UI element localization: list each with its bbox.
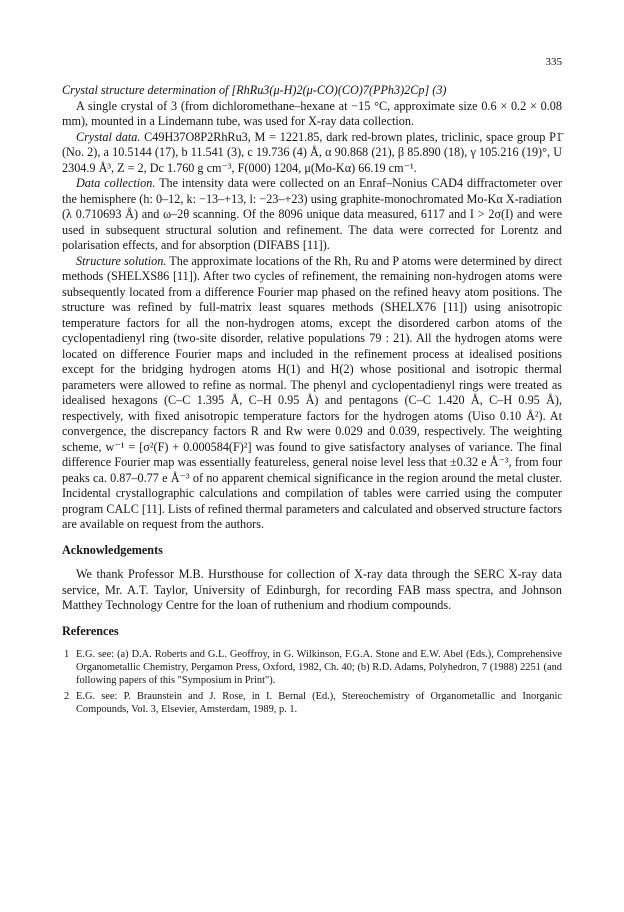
crystal-data-text: C49H37O8P2RhRu3, M = 1221.85, dark red-brown plates, triclinic, space group P1̄ (No. 2), a 10.5144 (17), b 11.541 (3), c 19.736 (4) Å, α 90.868 (21), β 85.890 (18), γ 105.216 (19)°, U 2304.9 Å³, Z = 2, Dc 1.760 g cm⁻³, F(000) 1204, μ(Mo-Kα) 66.19 cm⁻¹. xyxy=(62,129,562,175)
runin-data-collection: Data collection. xyxy=(76,176,156,190)
reference-text: E.G. see: P. Braunstein and J. Rose, in I. Bernal (Ed.), Stereochemistry of Organometallic and Inorganic Compounds, Vol. 3, Elsevier, Amsterdam, 1989, p. 1. xyxy=(76,691,562,715)
paragraph-structure-solution xyxy=(62,254,562,533)
page-number: 335 xyxy=(545,56,562,68)
paragraph-crystal-data xyxy=(62,130,562,177)
paragraph-acknowledgements: We thank Professor M.B. Hursthouse for collection of X-ray data through the SERC X-ray data service, Mr. A.T. Taylor, University of Edinburgh, for recording FAB mass spectra, and Johnson Matthey Technology Centre for the loan of ruthenium and rhodium compounds. xyxy=(62,567,562,612)
reference-list xyxy=(62,648,562,716)
page-body xyxy=(62,83,562,719)
heading-acknowledgements: Acknowledgements xyxy=(62,542,163,557)
section-title-crystal-structure: Crystal structure determination of [RhRu3(μ-H)2(μ-CO)(CO)7(PPh3)2Cp] (3) xyxy=(62,83,447,97)
runin-crystal-data: Crystal data. xyxy=(76,129,141,144)
data-collection-text: The intensity data were collected on an Enraf–Nonius CAD4 diffractometer over the hemisphere (h: 0–12, k: −13–+13, l: −23–+23) using graphite-monochromated Mo-Kα X-radiation (λ 0.710693 Å) and ω–2θ scanning. Of the 8096 unique data measured, 6117 and I > 2σ(I) and were used in subsequent structural solution and refinement. The data were corrected for Lorentz and polarisation effects, and for absorption (DIFABS [11]). xyxy=(62,176,563,252)
reference-text: E.G. see: (a) D.A. Roberts and G.L. Geoffroy, in G. Wilkinson, F.G.A. Stone and E.W. Abel (Eds.), Comprehensive Organometallic Chemistry, Pergamon Press, Oxford, 1982, Ch. 40; (b) R.D. Adams, Polyhedron, 7 (1988) 2251 (and following papers of this "Symposium in Print"). xyxy=(76,649,562,686)
structure-solution-text: The approximate locations of the Rh, Ru and P atoms were determined by direct methods (SHELXS86 [11]). After two cycles of refinement, the remaining non-hydrogen atoms were subsequently located from a difference Fourier map phased on the refined heavy atom positions. The structure was refined by full-matrix least squares methods (SHELX76 [11]) using anisotropic temperature factors for all the non-hydrogen atoms, except the disordered carbon atoms of the cyclopentadienyl ring (two-site disorder, relative populations 79 : 21). All the hydrogen atoms were located on difference Fourier maps and included in the refinement process at idealised positions except for the bridging hydrogen atoms H(1) and H(2) whose positional and isotropic thermal parameters were allowed to refine as normal. The phenyl and cyclopentadienyl rings were treated as idealised hexagons (C–C 1.395 Å, C–H 0.95 Å) and pentagons (C–C 1.420 Å, C–H 0.95 Å), respectively, with fixed anisotropic temperature factors for the hydrogen atoms (Uiso 0.10 Å²). At convergence, the discrepancy factors R and Rw were 0.029 and 0.039, respectively. The weighting scheme, w⁻¹ = [σ²(F) + 0.000584(F)²] was found to give satisfactory analyses of variance. The final difference Fourier map was essentially featureless, general noise level less that ±0.32 e Å⁻³, from four peaks ca. 0.87–0.77 e Å⁻³ of no apparent chemical significance in the region around the metal cluster. Incidental crystallographic calculations and compilation of tables were carried using the computer program CALC [11]. Lists of refined thermal parameters and calculated and observed structure factors are available on request from the authors. xyxy=(62,253,562,531)
runin-structure-solution: Structure solution. xyxy=(76,253,167,268)
reference-number: 1 xyxy=(64,649,70,660)
paragraph-intro: A single crystal of 3 (from dichloromethane–hexane at −15 °C, approximate size 0.6 × 0.2 × 0.08 mm), mounted in a Lindemann tube, was used for X-ray data collection. xyxy=(62,98,562,128)
paragraph-data-collection xyxy=(62,176,562,254)
reference-number: 2 xyxy=(64,691,70,702)
reference-item xyxy=(62,690,562,716)
heading-references: References xyxy=(62,623,119,638)
reference-item xyxy=(62,648,562,687)
